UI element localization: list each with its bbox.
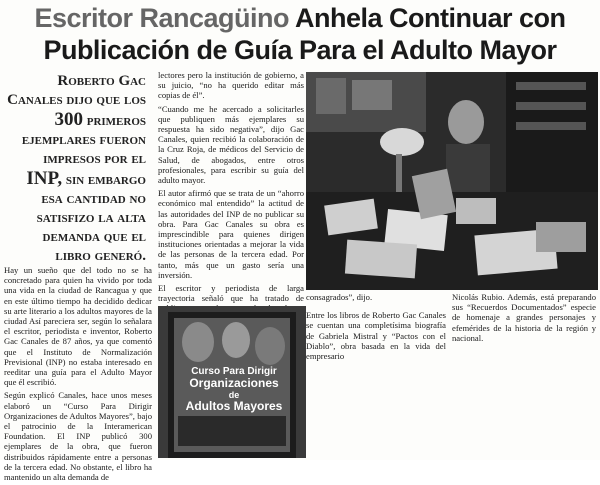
book-title-line-4: Adultos Mayores [185,399,283,413]
book-photo [158,306,306,458]
headline-line-1-part-2: Anhela Continuar con [295,3,566,33]
column-3-paragraph-1: Entre los libros de Roberto Gac Canales se cuentan una completísima biografía de Gabriela Mistral y “Pactos con el Diablo”, obra basada en la vida del empresario [306,310,446,362]
headline-line-2: Publicación de Guía Para el Adulto Mayor [43,35,557,65]
column-2-paragraph-2: “Cuando me he acercado a solicitarles que publiquen más ejemplares su respuesta ha sido negativa”, dijo Gac Canales, quien recibió la colaboración de la Cruz Roja, de médicos del Servicio de Salud, de abogados, entre otros profesionales, para escribir su guía del adulto mayor. [158,103,304,186]
column-4-paragraph-1: Nicolás Rubio. Además, está preparando sus “Recuerdos Documentados” especie de homenaje a grandes personajes y efemérides de la historia de la región y nacional. [452,292,596,343]
column-1-paragraph-2: Según explicó Canales, hace unos meses elaboró un “Curso Para Dirigir Organizaciones de Adultos Mayores”, bajo el patrocinio de la Interamerican Foundation. El INP publicó 300 ejemplares de la obra, que fueron distribuidos rápidamente entre a personas de la tercera edad. No obstante, el libro ha mantenido un alta demanda de [4,390,152,483]
lead-part-1: Roberto Gac Canales dijo que los [7,73,146,108]
column-1 [4,265,152,485]
headline-line-1-part-1: Escritor Rancagüino [34,3,290,33]
book-cover-title [176,366,292,413]
column-4 [452,292,596,346]
lead-number: 300 [54,109,83,130]
column-2-paragraph-1: lectores pero la institución de gobierno, a su juicio, “no ha querido editar más copias de él”. [158,70,304,101]
lead-inp: INP, [26,168,63,189]
column-2-paragraph-4: El escritor y periodista de larga trayectoria señaló que ha tratado de [158,283,304,304]
column-1-paragraph-1: Hay un sueño que del todo no se ha concretado para quien ha vivido por toda una vida en la ciudad de Rancagua y que en este último tiempo ha decidido dedicar su arte literario a los adultos mayores de la ciudad Así pareciera ser, según lo señalara el escritor, periodista e inventor, Roberto Gac Canales de 87 años, ya que comentó que el Instituto de Normalización Previsional (INP) no estaba interesado en reeditar una guía para el Adulto Mayor que él escribió. [4,265,152,388]
headline [0,2,600,66]
column-2-paragraph-3: El autor afirmó que se trata de un “ahorro económico mal entendido” la actitud de las autoridades del INP de no publicar su obra. Para Gac Canales su obra es imprescindible para quienes dirigen instituciones orientadas a mejorar la vida de las personas de la tercera edad. Por tanto, más que un gasto sería una inversión. [158,188,304,280]
column-3-quote-end: consagrados”, dijo. [306,292,373,302]
book-title-line-1: Curso Para Dirigir [191,366,277,377]
headline-line-1 [0,2,600,34]
author-photo [306,72,598,290]
column-3 [306,292,446,364]
book-title-line-2: Organizaciones [189,376,279,390]
lead-part-2: primeros ejemplares fueron impresos por el [21,113,146,167]
author-photo-image [306,72,598,290]
book-title-line-3: de [228,390,240,400]
lead-summary [4,72,146,264]
lead-part-3: sin embargo esa cantidad no satisfizo la alta demanda que el libro generó. [36,172,146,264]
